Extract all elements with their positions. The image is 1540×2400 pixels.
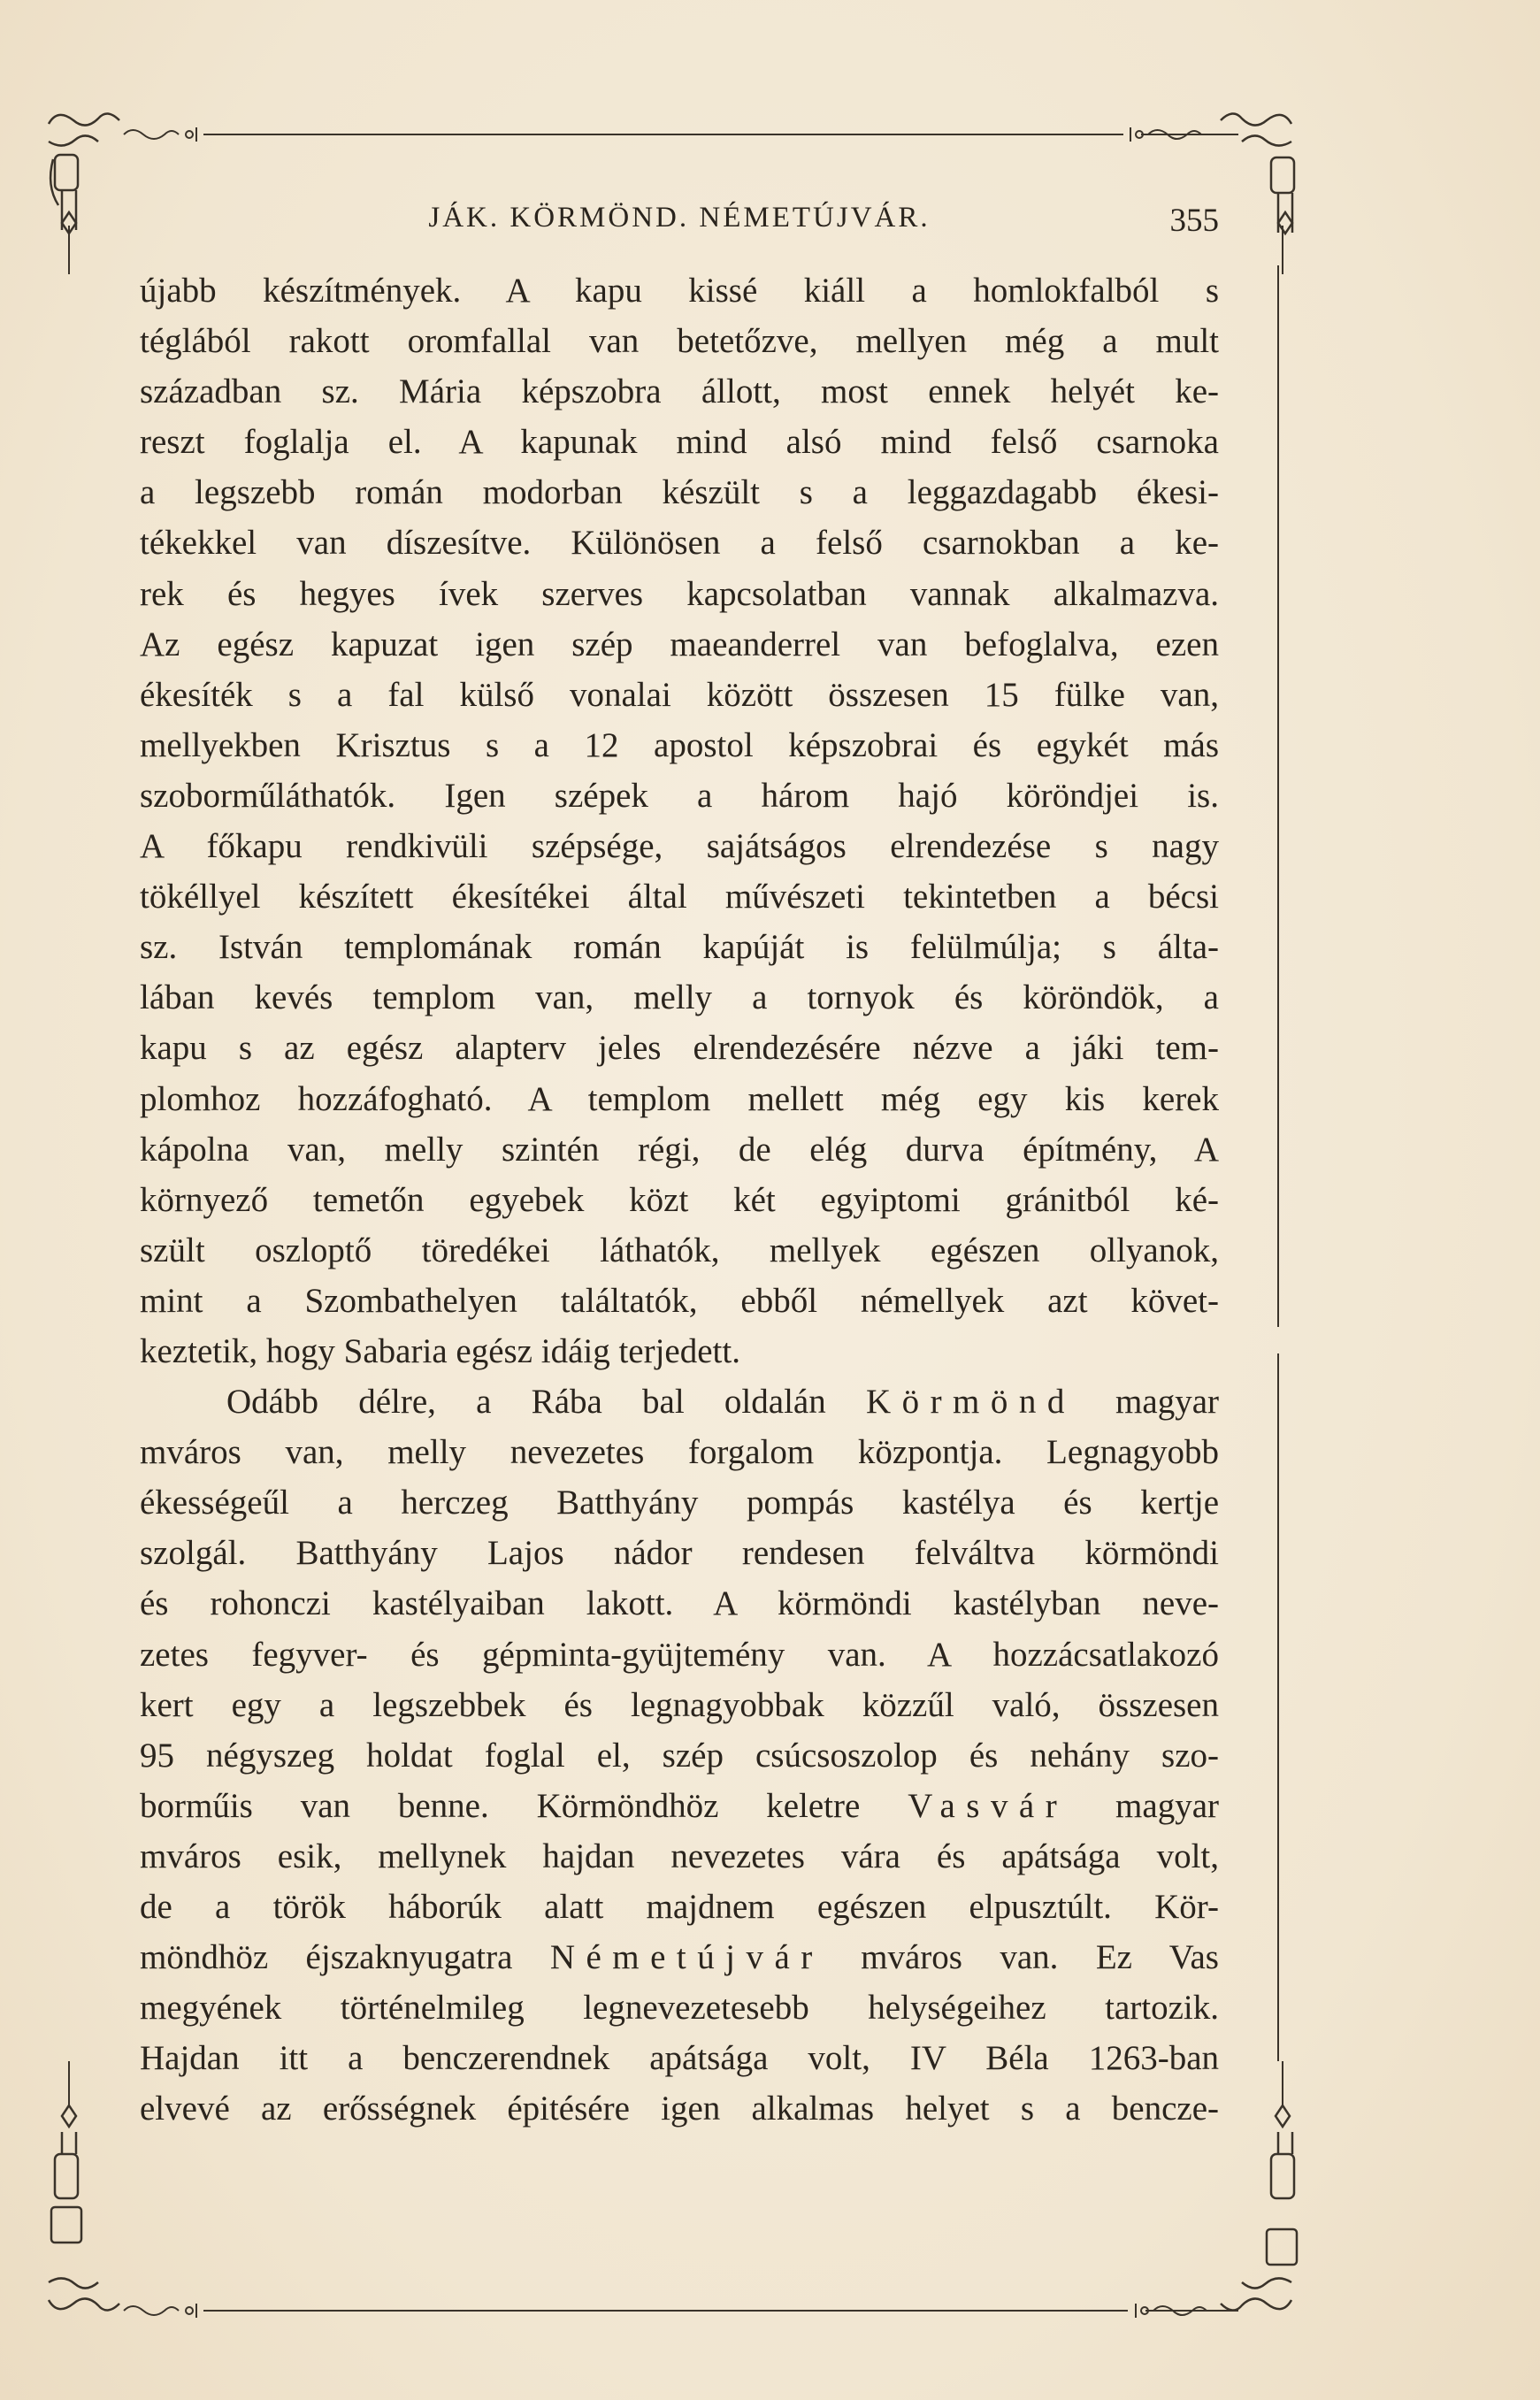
text-segment: de a török háborúk alatt majdnem egészen elpusztúlt. Kör- xyxy=(140,1888,1219,1926)
text-line xyxy=(140,417,1219,467)
text-line xyxy=(140,922,1219,972)
text-segment: keztetik, hogy Sabaria egész idáig terjedett. xyxy=(140,1331,740,1370)
text-segment: 95 négyszeg holdat foglal el, szép csúcsoszolop és nehány szo- xyxy=(140,1736,1219,1775)
text-line xyxy=(140,619,1219,670)
text-segment: a legszebb román modorban készült s a leggazdagabb ékesi- xyxy=(140,473,1219,512)
spaced-place-name: Németújvár xyxy=(549,1938,824,1977)
text-segment: magyar xyxy=(1068,1786,1220,1825)
text-line xyxy=(140,821,1219,871)
corner-scroll-icon xyxy=(1221,2105,1297,2311)
text-line xyxy=(140,1276,1219,1326)
text-segment: újabb készítmények. A kapu kissé kiáll a homlokfalból s xyxy=(140,272,1219,310)
text-line xyxy=(140,569,1219,619)
corner-scroll-icon xyxy=(49,113,119,234)
text-segment: szolgál. Batthyány Lajos nádor rendesen felváltva körmöndi xyxy=(140,1534,1219,1573)
text-line xyxy=(140,1730,1219,1781)
text-segment: kapu s az egész alapterv jeles elrendezésére nézve a jáki tem- xyxy=(140,1029,1219,1068)
text-line xyxy=(140,1124,1219,1175)
text-line xyxy=(140,972,1219,1023)
text-line xyxy=(140,1528,1219,1578)
text-line xyxy=(140,871,1219,922)
text-line xyxy=(140,1427,1219,1477)
text-line xyxy=(140,265,1219,316)
body-text xyxy=(140,265,1219,2134)
text-segment: téglából rakott oromfallal van betetőzve, mellyen még a mult xyxy=(140,322,1219,361)
text-line xyxy=(140,316,1219,366)
text-line xyxy=(140,1831,1219,1882)
running-title: JÁK. KÖRMÖND. NÉMETÚJVÁR. xyxy=(428,202,931,234)
text-segment: elvevé az erősségnek épitésére igen alkalmas helyet s a bencze- xyxy=(140,2089,1219,2128)
text-line xyxy=(140,1074,1219,1124)
text-segment: megyének történelmileg legnevezetesebb helységeihez tartozik. xyxy=(140,1989,1219,2028)
text-segment: mellyekben Krisztus s a 12 apostol képszobrai és egykét más xyxy=(140,725,1219,764)
text-line xyxy=(140,1477,1219,1528)
text-segment: möndhöz éjszaknyugatra xyxy=(140,1938,550,1977)
text-line xyxy=(140,1578,1219,1629)
text-segment: mváros van, melly nevezetes forgalom központja. Legnagyobb xyxy=(140,1433,1219,1472)
text-line xyxy=(140,1680,1219,1730)
text-segment: kápolna van, melly szintén régi, de elég durva építmény, A xyxy=(140,1130,1219,1169)
rule-fleuron-icon xyxy=(124,127,196,142)
rule-fleuron-icon xyxy=(124,2304,196,2318)
text-segment: sz. István templomának román kapúját is felülmúlja; s álta- xyxy=(140,928,1219,967)
text-line xyxy=(140,1781,1219,1831)
text-line xyxy=(140,1982,1219,2033)
text-segment: mváros van. Ez Vas xyxy=(823,1938,1219,1977)
text-line xyxy=(140,518,1219,568)
text-segment: tékekkel van díszesítve. Különösen a felső csarnokban a ke- xyxy=(140,524,1219,563)
text-segment: és rohonczi kastélyaiban lakott. A körmöndi kastélyban neve- xyxy=(140,1584,1219,1623)
page-number: 355 xyxy=(1169,203,1219,239)
text-segment: környező temetőn egyebek közt két egyiptomi gránitból ké- xyxy=(140,1180,1219,1219)
text-line xyxy=(140,1225,1219,1276)
text-segment: plomhoz hozzáfogható. A templom mellett még egy kis kerek xyxy=(140,1079,1219,1118)
text-line xyxy=(140,366,1219,417)
text-segment: rek és hegyes ívek szerves kapcsolatban vannak alkalmazva. xyxy=(140,574,1219,613)
text-line xyxy=(140,771,1219,821)
text-segment: ékességeűl a herczeg Batthyány pompás kastélya és kertje xyxy=(140,1484,1219,1522)
text-segment: szoborműláthatók. Igen szépek a három hajó köröndjei is. xyxy=(140,776,1219,815)
text-line xyxy=(140,1376,1219,1427)
corner-scroll-icon xyxy=(1221,113,1294,234)
text-segment: szült oszloptő töredékei láthatók, mellyek egészen ollyanok, xyxy=(140,1231,1219,1269)
text-segment: lában kevés templom van, melly a tornyok és köröndök, a xyxy=(140,978,1219,1017)
text-segment: mváros esik, mellynek hajdan nevezetes vára és apátsága volt, xyxy=(140,1836,1219,1875)
text-line xyxy=(140,1629,1219,1680)
spaced-place-name: Vasvár xyxy=(908,1786,1069,1825)
corner-scroll-icon xyxy=(49,2105,119,2311)
spaced-place-name: Körmönd xyxy=(865,1383,1076,1422)
text-line xyxy=(140,467,1219,518)
text-line xyxy=(140,2083,1219,2134)
text-line xyxy=(140,720,1219,771)
text-segment: Az egész kapuzat igen szép maeanderrel van befoglalva, ezen xyxy=(140,625,1219,663)
text-segment: A főkapu rendkivüli szépsége, sajátságos elrendezése s nagy xyxy=(140,827,1219,866)
text-line xyxy=(140,1326,1219,1376)
page-header xyxy=(140,196,1219,249)
text-line xyxy=(140,670,1219,720)
text-segment: ékesíték s a fal külső vonalai között összesen 15 fülke van, xyxy=(140,675,1219,714)
text-segment: tökéllyel készített ékesítékei által művészeti tekintetben a bécsi xyxy=(140,878,1219,916)
text-line xyxy=(140,1023,1219,1073)
text-segment: században sz. Mária képszobra állott, most ennek helyét ke- xyxy=(140,372,1219,411)
text-segment: magyar xyxy=(1075,1383,1219,1422)
text-line xyxy=(140,2033,1219,2083)
text-segment: mint a Szombathelyen találtatók, ebből némellyek azt követ- xyxy=(140,1281,1219,1320)
text-line xyxy=(140,1882,1219,1932)
text-segment: zetes fegyver- és gépminta-gyüjtemény van. A hozzácsatlakozó xyxy=(140,1635,1219,1674)
text-line xyxy=(140,1175,1219,1225)
text-segment: Odább délre, a Rába bal oldalán xyxy=(226,1383,866,1422)
text-segment: kert egy a legszebbek és legnagyobbak közzűl való, összesen xyxy=(140,1685,1219,1724)
text-segment: borműis van benne. Körmöndhöz keletre xyxy=(140,1786,908,1825)
text-segment: reszt foglalja el. A kapunak mind alsó mind felső csarnoka xyxy=(140,423,1219,462)
text-line xyxy=(140,1932,1219,1982)
text-segment: Hajdan itt a benczerendnek apátsága volt, IV Béla 1263-ban xyxy=(140,2039,1219,2078)
